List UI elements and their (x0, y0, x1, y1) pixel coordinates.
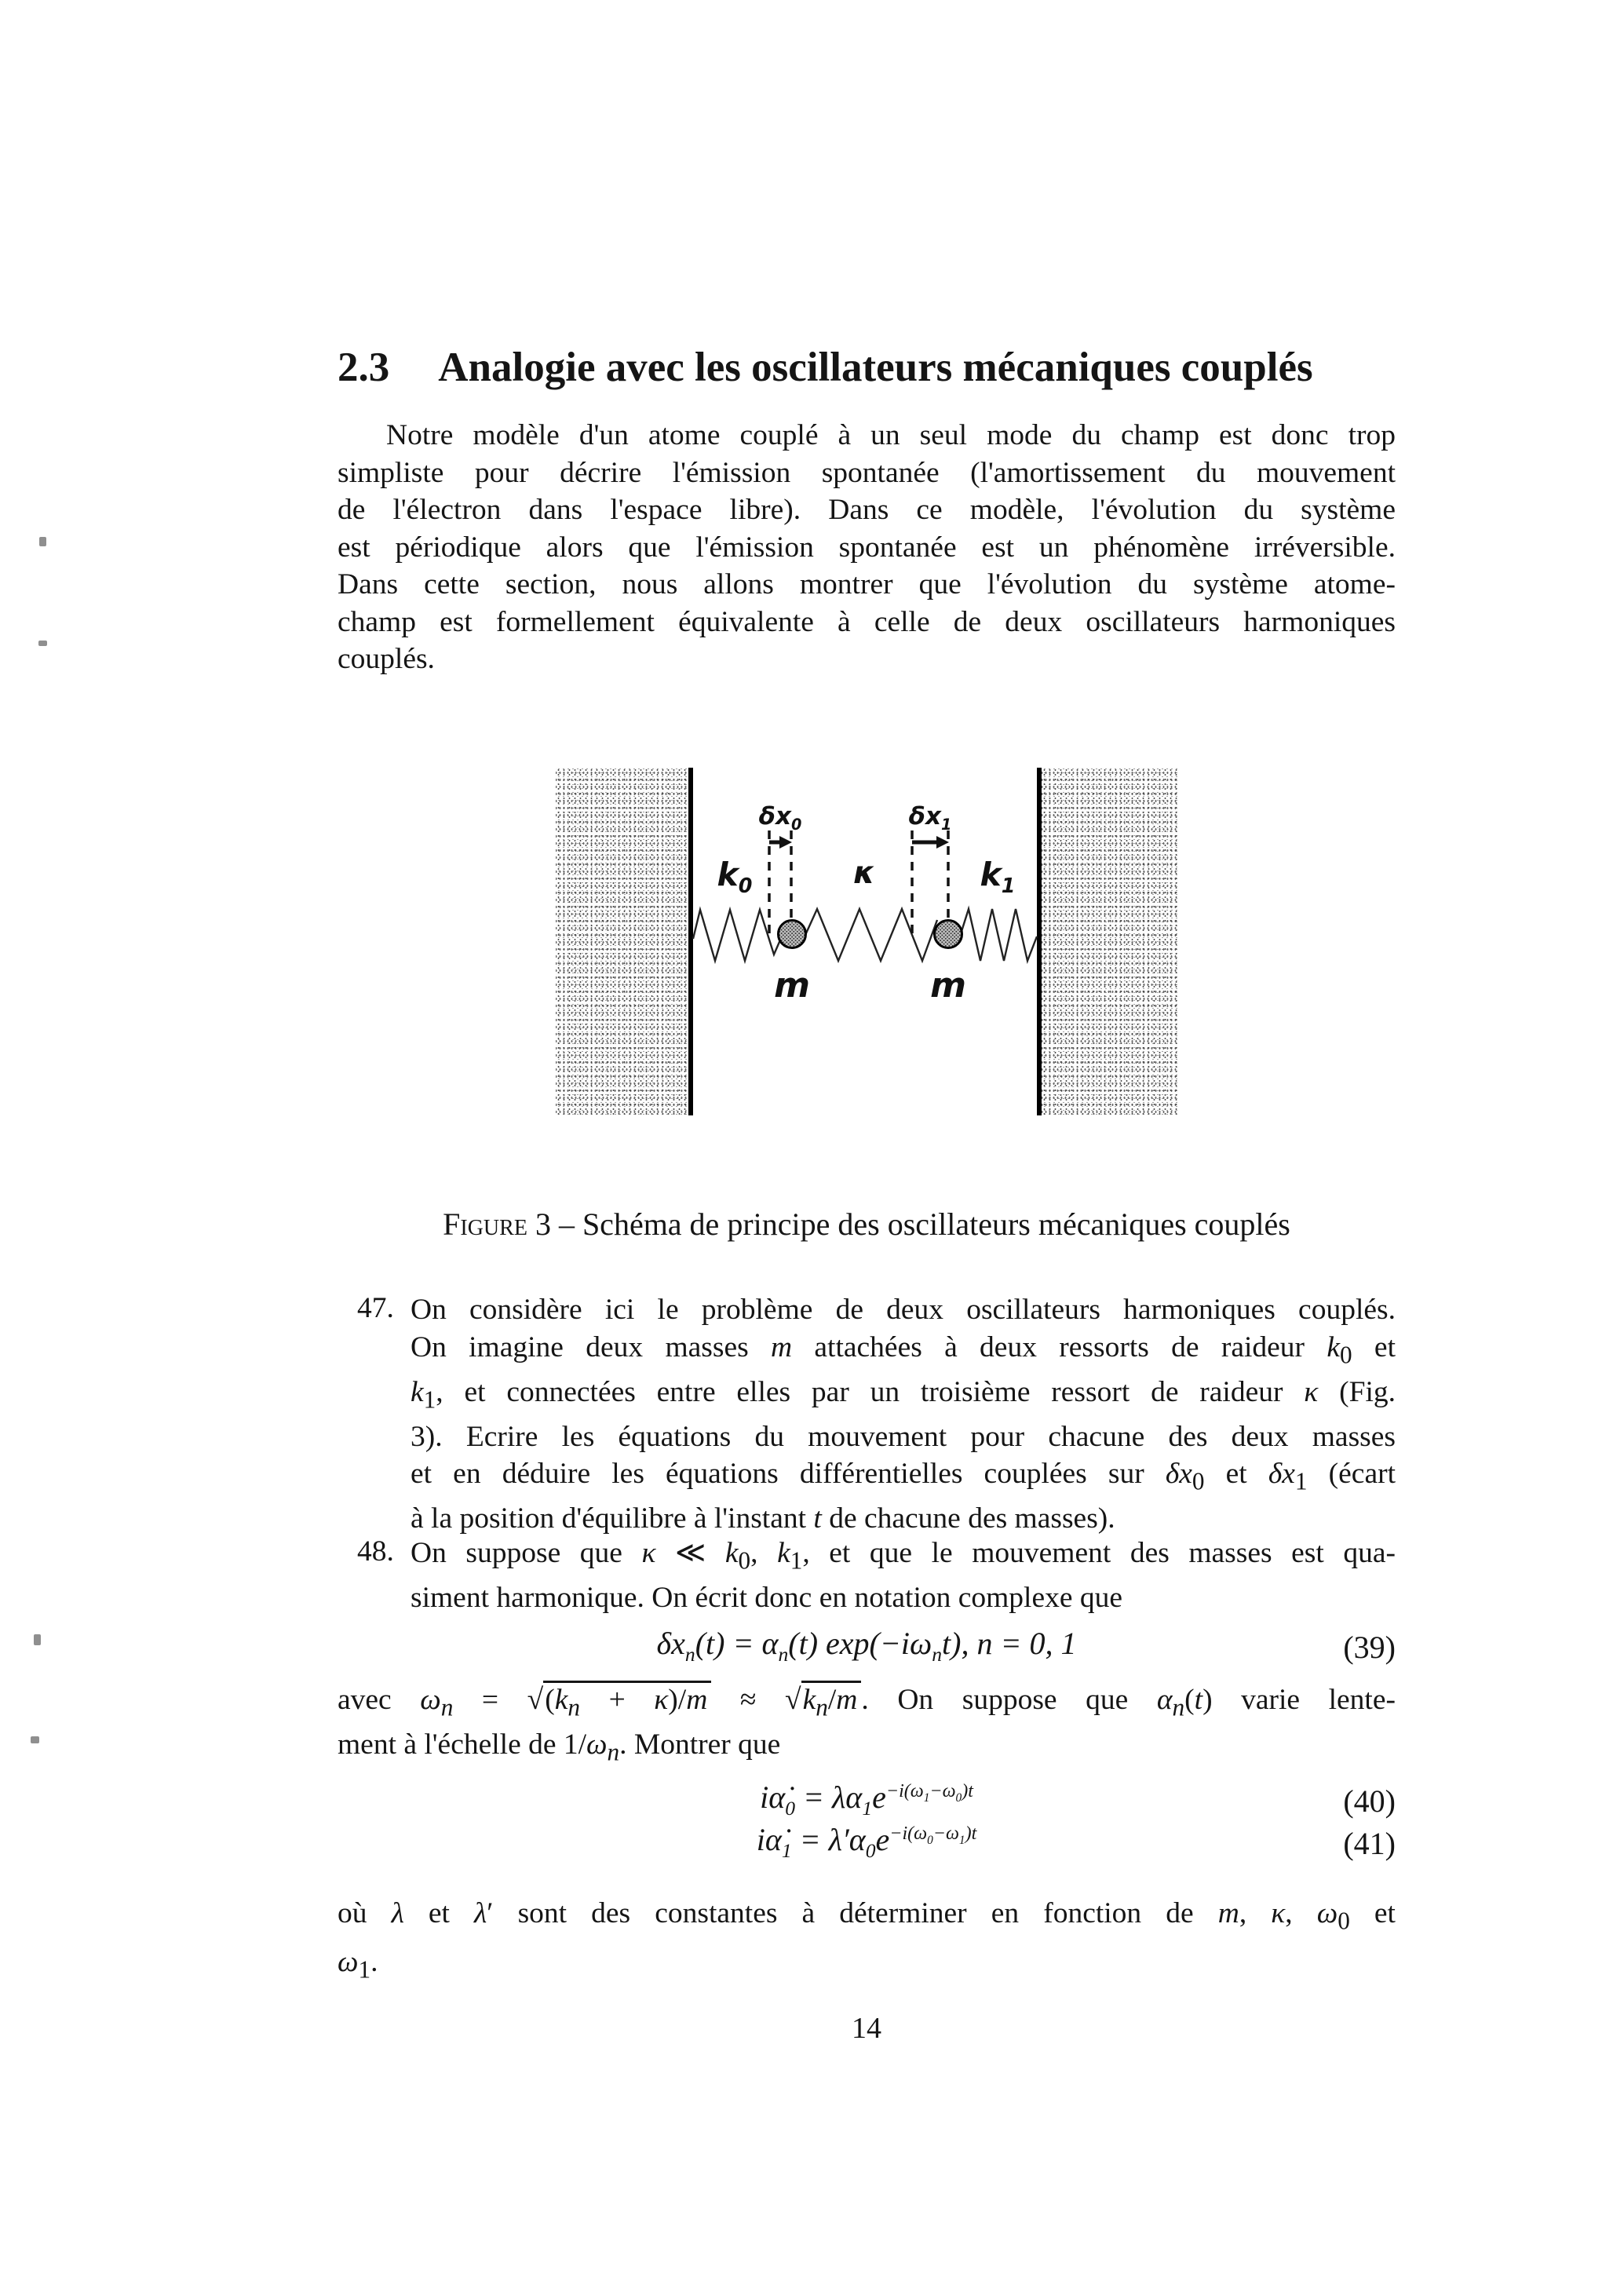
text-line: siment harmonique. On écrit donc en notation complexe que (411, 1582, 1123, 1614)
text-line: On imagine deux masses m attachées à deux ressorts de raideur $k_0$ et (411, 1331, 1396, 1368)
equation-40 (338, 1779, 1396, 1820)
text-line: $\omega_1$. (338, 1945, 378, 1983)
coupled-oscillators-diagram (549, 768, 1177, 1115)
label-dx0: $\delta x_0$ (758, 802, 802, 834)
text-line: où λ et λ′ sont des constantes à déterminer en fonction de m, κ, $\omega_0$ et (338, 1897, 1396, 1935)
equation-41-body: $i\alphȧ_1 = \lambda'\alpha_0e^{-i(\omega_0-\omega_1)t}$ (756, 1822, 977, 1862)
spring-k1 (959, 909, 1037, 961)
mass-0 (779, 921, 806, 948)
section-number: 2.3 (338, 345, 390, 390)
equation-39-number: (39) (1343, 1630, 1396, 1665)
item-47-text (411, 1291, 1396, 1538)
equation-41-number: (41) (1343, 1826, 1396, 1861)
label-kappa: κ (853, 856, 875, 891)
scan-speck (39, 537, 46, 546)
figure-caption: Figure 3 – Schéma de principe des oscillateurs mécaniques couplés (443, 1206, 1290, 1242)
label-dx1: $\delta x_1$ (908, 802, 952, 834)
label-m-left: m (774, 965, 810, 1006)
text-line: Notre modèle d'un atome couplé à un seul mode du champ est donc trop (386, 419, 1396, 451)
text-line: de l'électron dans l'espace libre). Dans ce modèle, l'évolution du système (338, 494, 1396, 526)
item-48-end (338, 1893, 1396, 1990)
text-line: 3). Ecrire les équations du mouvement pour chacune des deux masses (411, 1420, 1396, 1453)
equation-40-body: $i\alphȧ_0 = \lambda\alpha_1e^{-i(\omega_1-\omega_0)t}$ (760, 1779, 973, 1820)
scan-speck (31, 1736, 39, 1743)
label-m-right: m (930, 965, 966, 1006)
text-line: ment à l'échelle de $1/\omega_n$. Montrer que (338, 1728, 781, 1766)
text-line: et en déduire les équations différentielles couplées sur $\delta x_0$ et $\delta x_1$ (écart (411, 1458, 1396, 1495)
spring-kappa (802, 909, 937, 961)
text-line: Dans cette section, nous allons montrer que l'évolution du système atome- (338, 568, 1396, 600)
section-title: Analogie avec les oscillateurs mécaniques couplés (438, 345, 1313, 390)
text-line: On considère ici le problème de deux oscillateurs harmoniques couplés. (411, 1294, 1396, 1326)
mass-1 (935, 921, 962, 948)
page-number: 14 (852, 2012, 881, 2045)
item-48-number: 48. (357, 1535, 394, 1568)
equation-41 (338, 1821, 1396, 1863)
text-line: est périodique alors que l'émission spontanée est un phénomène irréversible. (338, 531, 1396, 564)
text-line: avec $\omega_n = √(k_n + \kappa)/m \approx √k_n/m$ . On suppose que $\alpha_n(t)$ varie lente- (338, 1681, 1396, 1726)
text-line: champ est formellement équivalente à celle de deux oscillateurs harmoniques (338, 605, 1396, 638)
equation-39-body: $\delta x_n(t) = \alpha_n(t)$ $\exp(-i\omega_nt)$, n = 0, 1 (656, 1626, 1077, 1666)
section-heading (338, 344, 1313, 391)
item-47-number: 47. (357, 1292, 394, 1324)
item-48-middle (338, 1681, 1396, 1771)
text-line: $k_1$, et connectées entre elles par un troisième ressort de raideur κ (Fig. (411, 1375, 1396, 1413)
text-line: On suppose que κ ≪ $k_0$, $k_1$, et que le mouvement des masses est qua- (411, 1537, 1396, 1575)
equation-40-number: (40) (1343, 1783, 1396, 1819)
label-k0: $k_0$ (717, 856, 753, 898)
text-line: couplés. (338, 643, 435, 675)
scan-speck (38, 641, 47, 646)
intro-paragraph (338, 417, 1396, 678)
text-line: à la position d'équilibre à l'instant t de chacune des masses). (411, 1502, 1115, 1535)
text-line: simpliste pour décrire l'émission spontanée (l'amortissement du mouvement (338, 456, 1396, 489)
scan-speck (34, 1634, 41, 1645)
label-k1: $k_1$ (980, 856, 1016, 898)
equation-39 (338, 1625, 1396, 1666)
item-48-intro (411, 1535, 1396, 1617)
